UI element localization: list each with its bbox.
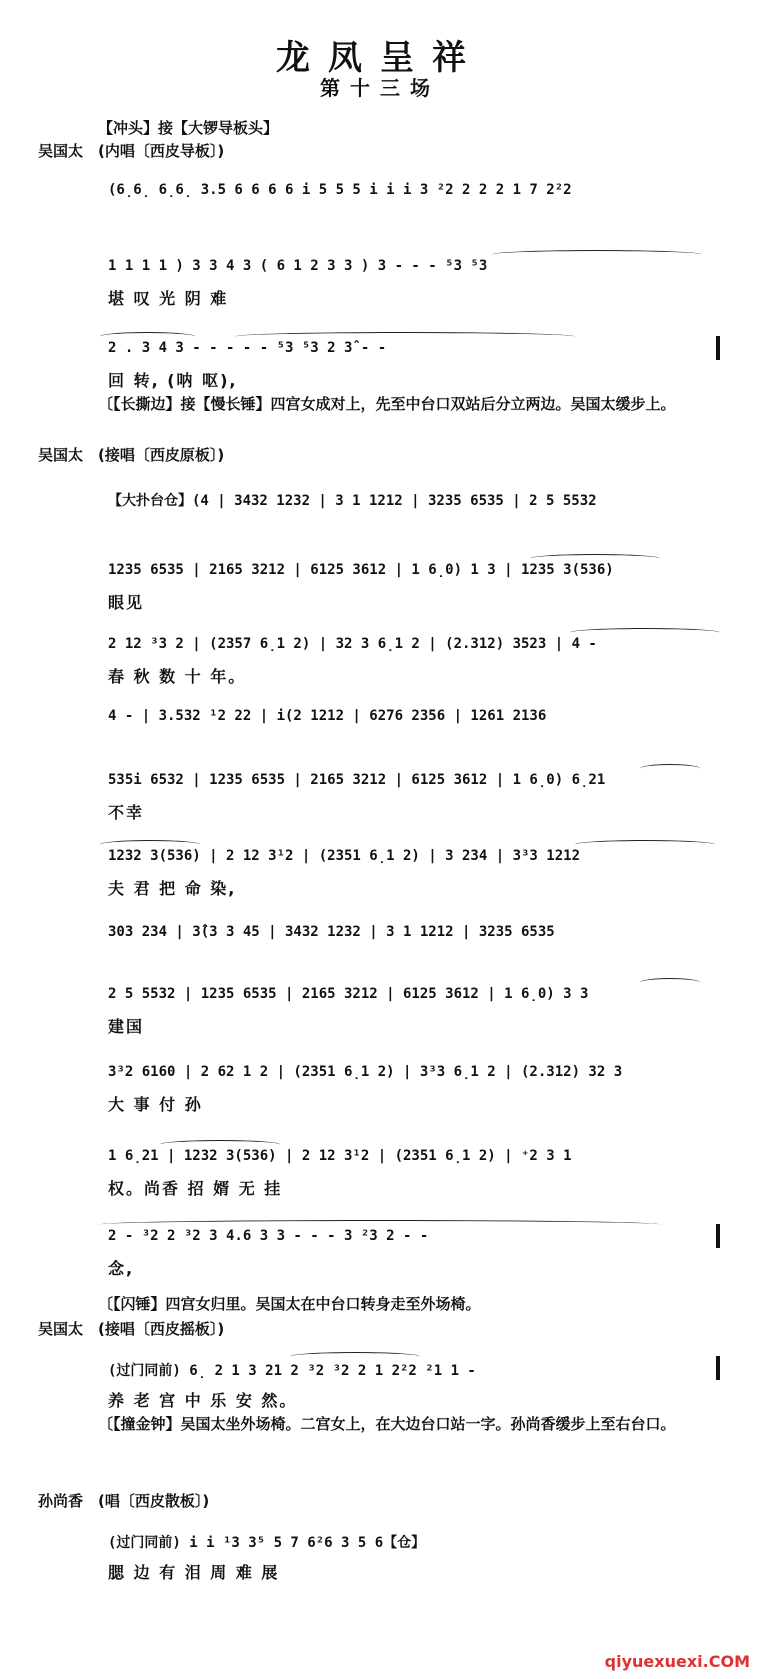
stage-direction: 〔【长撕边】接【慢长锤】四宫女成对上，先至中台口双站后分立两边。吴国太缓步上。 bbox=[98, 395, 676, 413]
jianpu-numbers: 4 - | 3.532 ¹2 22 | i(2 1212 | 6276 2356 | 1261 2136 bbox=[108, 708, 547, 724]
site-watermark: qiyuexuexi.COM bbox=[604, 1652, 750, 1671]
notation-row bbox=[100, 772, 720, 832]
jianpu-numbers: (过门同前) i i ¹3 3⁵ 5 7 6²6 3 5 6【仓】 bbox=[108, 1535, 426, 1551]
notation-row bbox=[100, 258, 720, 318]
jianpu-numbers: 303 234 | 3̂(3 3 45 | 3432 1232 | 3 1 1212 | 3235 6535 bbox=[108, 924, 555, 940]
lyrics: 腮 边 有 泪 周 难 展 bbox=[108, 1563, 280, 1582]
notation-row bbox=[100, 1148, 720, 1208]
jianpu-numbers: 2 . 3 4 3 - - - - - ⁵3 ⁵3 2 3̂ - - bbox=[108, 340, 387, 356]
notation-row bbox=[100, 636, 720, 696]
lyrics: 不幸 bbox=[108, 803, 145, 822]
stage-direction: 〔【闪锤】四宫女归里。吴国太在中台口转身走至外场椅。 bbox=[98, 1295, 481, 1313]
notation-row bbox=[100, 490, 720, 550]
header-cue: 【冲头】接【大锣导板头】 bbox=[98, 119, 279, 137]
jianpu-numbers: 535i 6532 | 1235 6535 | 2165 3212 | 6125 3612 | 1 6̣0) 6̣21 bbox=[108, 772, 606, 788]
notation-row bbox=[100, 182, 720, 242]
jianpu-numbers: 2 5 5532 | 1235 6535 | 2165 3212 | 6125 3612 | 1 6̣0) 3 3 bbox=[108, 986, 589, 1002]
final-barline bbox=[716, 1224, 720, 1248]
slur bbox=[492, 250, 702, 259]
slur bbox=[640, 764, 700, 773]
slur bbox=[575, 840, 715, 849]
lyrics: 眼见 bbox=[108, 593, 145, 612]
page-title: 龙凤呈祥 bbox=[276, 38, 484, 78]
role-label: 吴国太 bbox=[38, 142, 84, 160]
jianpu-numbers: (过门同前) 6̣ 2 1 3 21 2 ³2 ³2 2 1 2²2 ²1 1 - bbox=[108, 1363, 476, 1379]
lyrics: 堪 叹 光 阴 难 bbox=[108, 289, 229, 308]
notation-row bbox=[100, 708, 720, 768]
role-label: 吴国太 bbox=[38, 446, 84, 464]
notation-row bbox=[100, 562, 720, 622]
jianpu-numbers: 1 6̣21 | 1232 3(536) | 2 12 3¹2 | (2351 6̣1 2) | ⁺2 3 1 bbox=[108, 1148, 572, 1164]
lyrics: 念, bbox=[108, 1259, 135, 1278]
page-subtitle: 第十三场 bbox=[320, 76, 440, 100]
jianpu-numbers: 1 1 1 1 ) 3 3 4 3 ( 6 1 2 3 3 ) 3 - - - ⁵3 ⁵3 bbox=[108, 258, 488, 274]
lyrics: 夫 君 把 命 染, bbox=[108, 879, 237, 898]
jianpu-numbers: (6̣6̣ 6̣6̣ 3.5 6 6 6 6 i 5 5 5 i i i 3 ²2 2 2 2 1 7 2²2 bbox=[108, 182, 572, 198]
slur bbox=[640, 978, 700, 987]
lyrics: 回 转, (呐 呕), bbox=[108, 371, 238, 390]
lyrics: 春 秋 数 十 年。 bbox=[108, 667, 247, 686]
notation-row bbox=[100, 848, 720, 908]
jianpu-numbers: 1232 3(536) | 2 12 3¹2 | (2351 6̣1 2) | 3 234 | 3³3 1212 bbox=[108, 848, 581, 864]
stage-direction: 〔【撞金钟】吴国太坐外场椅。二宫女上，在大边台口站一字。孙尚香缓步上至右台口。 bbox=[98, 1415, 676, 1433]
jianpu-numbers: 2 - ³2 2 ³2 3 4.6 3 3 - - - 3 ²3 2 - - bbox=[108, 1228, 429, 1244]
notation-row bbox=[100, 924, 720, 984]
notation-row bbox=[100, 1228, 720, 1288]
notation-row bbox=[100, 340, 720, 400]
final-barline bbox=[716, 336, 720, 360]
jianpu-numbers: 【大扑台仓】(4 | 3432 1232 | 3 1 1212 | 3235 6535 | 2 5 5532 bbox=[108, 493, 597, 509]
sing-mode: (内唱〔西皮导板〕) bbox=[98, 142, 225, 160]
notation-row bbox=[100, 1532, 720, 1592]
jianpu-numbers: 2 12 ³3 2 | (2357 6̣1 2) | 32 3 6̣1 2 | (2.312) 3523 | 4 - bbox=[108, 636, 597, 652]
lyrics: 养 老 宫 中 乐 安 然。 bbox=[108, 1391, 298, 1410]
sing-mode: (唱〔西皮散板〕) bbox=[98, 1492, 210, 1510]
notation-row bbox=[100, 1360, 720, 1420]
sing-mode: (接唱〔西皮原板〕) bbox=[98, 446, 225, 464]
sing-mode: (接唱〔西皮摇板〕) bbox=[98, 1320, 225, 1338]
lyrics: 权。尚香 招 婿 无 挂 bbox=[108, 1179, 283, 1198]
notation-row bbox=[100, 1064, 720, 1124]
lyrics: 建国 bbox=[108, 1017, 145, 1036]
role-label: 吴国太 bbox=[38, 1320, 84, 1338]
jianpu-numbers: 3³2 6160 | 2 62 1 2 | (2351 6̣1 2) | 3³3 6̣1 2 | (2.312) 32 3 bbox=[108, 1064, 623, 1080]
final-barline bbox=[716, 1356, 720, 1380]
jianpu-numbers: 1235 6535 | 2165 3212 | 6125 3612 | 1 6̣0) 1 3 | 1235 3(536) bbox=[108, 562, 614, 578]
notation-row bbox=[100, 986, 720, 1046]
role-label: 孙尚香 bbox=[38, 1492, 84, 1510]
lyrics: 大 事 付 孙 bbox=[108, 1095, 203, 1114]
